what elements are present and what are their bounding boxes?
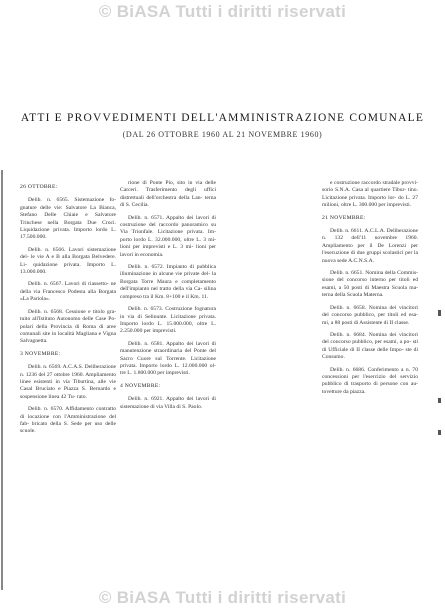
watermark-top: © BiASA Tutti i diritti riservati [98,2,347,21]
deliberation-entry: Delib. n. 6572. Impianto di pubblica illuminazione in alcune vie private del- la Borgata Torre Maura e completamento dell'impianto nel tratto della via Ca- silina compreso tra il Km. 8+100 e il Km. 11. [120,264,216,300]
deliberation-entry: Delib. n. 6566. Lavori sistemazione del- le vie A e B alla Borgata Belvedere. Li- quidazione privata. Importo L. 13.000.000. [20,246,116,276]
deliberation-entry: Delib. n. 6921. Appalto dei lavori di sistemazione di via Villa di S. Paolo. [120,396,216,410]
section-date-heading: 21 NOVEMBRE: [322,214,366,221]
text-column-2 [120,180,216,580]
text-column-1 [20,180,116,580]
watermark-bottom: © BiASA Tutti i diritti riservati [98,588,347,607]
margin-mark [438,430,441,435]
deliberation-entry: Delib. n. 6571. Appalto dei lavori di costruzione del raccordo panoramico su Via Trionfale. Licitazione privata. Im- porto lordo L. 32.000.000, oltre L. 3 mi- lioni per imprevisti e L. 3 mi- lioni per lavori in economia. [120,214,216,258]
deliberation-entry: Delib. n. 6651. Nomina della Commis- sione del concorso interno per titoli ed esami, a 50 posti di Maestra Scuola ma- terna della Scuola Materna. [322,270,418,299]
deliberation-entry: Delib. n. 6684. Nomina dei vincitori del concorso pubblico, per esami, a po- sti di Ufficiale di II classe delle Impo- ste di Consumo. [322,331,418,361]
deliberation-entry: Delib. n. 6658. Nomina dei vincitori del concorso pubblico, per titoli ed esa- mi, a 88 posti di Assistente di II classe. [322,304,418,326]
margin-mark [438,310,441,316]
section-date-heading: 4 NOVEMBRE: [120,382,161,389]
text-column-3 [322,180,418,580]
section-date-heading: 3 NOVEMBRE: [20,350,61,357]
page-spine-edge [1,170,3,590]
deliberation-entry: Delib. n. 6569. A.C.A.S. Deliberazione n. 1236 del 27 ottobre 1960. Ampliamento linee esistenti in via Tiburtina, alle vie Casal Bruciato e Piazza S. Bernardo e sospensione linea 42 Tu- rato. [20,364,116,400]
page-subtitle: (DAL 26 OTTOBRE 1960 AL 21 NOVEMBRE 1960) [122,130,323,139]
section-date-heading: 26 OTTOBRE: [20,184,58,190]
deliberation-entry: rione di Ponte Pio, sito in via delle Carceri. Trasferimento degli uffici distrettuali dell'orchestra della Lan- terna di S. Cecilia. [120,180,216,209]
margin-mark [438,398,441,403]
deliberation-entry: Delib. n. 6568. Cessione e titolo gra- tuito all'Istituto Autonomo delle Case Po- polari della Provincia di Roma di aree comunali site in località Magliana e Vigna Salvagnetta. [20,308,116,345]
deliberation-entry: Delib. n. 6565. Sistemazione fo- gnature delle vie: Salvatore La Bianca, Stefano Delle Chiaie e Salvatore Trinchese nella Borgata Due Croci. Liquidazione privata. Importo lordo L. 17.500.000. [20,197,116,241]
deliberation-entry: Delib. n. 6567. Lavori di riassetto- ne della via Francesco Podesta alla Borgata «La Pariola». [20,281,116,303]
deliberation-entry: e costruzione raccordo stradale provvi- sorio S.N.A. Casa al quartiere Tibur- tino. Licitazione privata. Importo lor- do L. 27 milioni, oltre L. 300.000 per imprevisti. [322,180,418,209]
deliberation-entry: Delib. n. 6573. Costruzione fognatura in via di Selinunte. Licitazione privata. Importo lordo L. 15.000.000, oltre L. 2.250.000 per imprevisti. [120,306,216,335]
page-title: ATTI E PROVVEDIMENTI DELL'AMMINISTRAZIONE COMUNALE [20,112,425,124]
deliberation-entry: Delib. n. 6570. Affidamento contratto di locazione con l'Amministrazione del fab- bricato della S. Sede per uso delle scuole. [20,406,116,435]
deliberation-entry: Delib. n. 6581. Appalto dei lavori di manutenzione straordinaria del Ponte del Sacro Cuore sul Torrente. Licitazione privata. Importo lordo L. 12.000.000 ol- tre L. 1.800.000 per imprevisti. [120,340,216,377]
deliberation-entry: Delib. n. 6611. A.C.L.A. Deliberazione n. 132 dell'11 novembre 1960. Ampliamento per il De Lorenzi per l'esecuzione di due gruppi scolastici per la nuova sede A.C.N.S.A. [322,228,418,264]
deliberation-entry: Delib. n. 6686. Conferimento a n. 70 concessioni per l'esercizio del servizio pubblico di trasporto di persone con au- tovetture da piazza. [322,366,418,395]
